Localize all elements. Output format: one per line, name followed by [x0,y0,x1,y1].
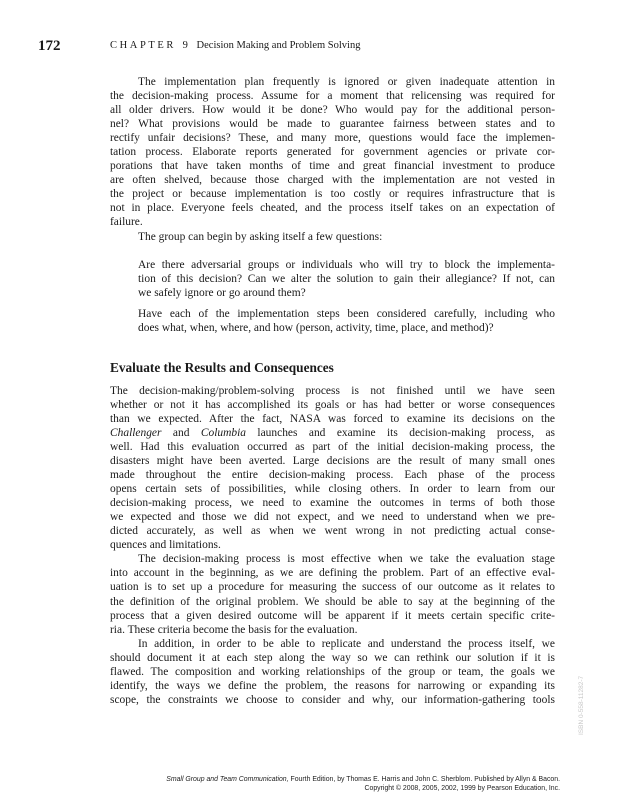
text-line: are often shelved, because those charged with the implementation are not vested in [110,174,555,187]
footer-publication-info: Fourth Edition, by Thomas E. Harris and John C. Sherblom. Published by Allyn & Bacon. [290,776,560,783]
italic-challenger: Challenger [110,426,162,439]
text-line: decision-making process, we need to examine the outcomes in terms of both those [110,497,555,510]
text-line: tion of this decision? Can we alter the solution to gain their allegiance? If not, can [138,272,555,285]
text-line: flawed. The composition and working relationships of the group or team, the goals we [110,665,555,678]
text-line: Are there adversarial groups or individuals who will try to block the implementa- [138,258,555,271]
text-line: made throughout the entire decision-making process. Each phase of the process [110,469,555,482]
text-line: nel? What provisions would be made to guarantee fairness between states and to [110,118,555,131]
text-line: we safely ignore or go around them? [138,286,306,299]
text-line: failure. [110,216,143,229]
running-header [38,38,578,60]
text-line: dicted accurately, as well as when we went wrong in not predicting actual conse- [110,525,555,538]
text-line: process that a given desired outcome will be apparent if it meets certain specific crite- [110,609,555,622]
text-line: we expected and those we did not expect, and we need to understand when we pre- [110,511,555,524]
question-adversarial [110,258,555,300]
paragraph-implementation [110,75,555,230]
text-line: the decision-making process. Assume for a moment that relicensing was required for [110,90,555,103]
footer-line-2: Copyright © 2008, 2005, 2002, 1999 by Pearson Education, Inc. [364,785,560,792]
paragraph-documentation [110,637,555,707]
chapter-heading [110,40,360,51]
text-line: identify, the ways we define the problem, the reasons for narrowing or expanding its [110,679,555,692]
copyright-footer [150,775,560,793]
text-line: whether or not it has accomplished its goals or has had better or worse consequences [110,398,555,411]
italic-columbia: Columbia [200,426,246,439]
text-line: does what, when, where, and how (person, activity, time, place, and method)? [138,321,494,334]
text-line: scope, the constraints we choose to consider and why, our information-gathering tools [110,693,555,706]
footer-line-1 [150,775,560,784]
question-implementation-steps [110,307,555,335]
text-line: ria. These criteria become the basis for the evaluation. [110,623,358,636]
text-line: quences and limitations. [110,539,221,552]
text-line: should document it at each step along the way so we can rethink our solution if it is [110,651,555,664]
text-line: the project or because implementation is too costly or requires infrastructure that is [110,188,555,201]
isbn-watermark: ISBN 0-558-11282-7 [578,675,585,735]
chapter-number: 9 [182,40,188,51]
text-line: into account in the beginning, as we are defining the problem. Part of an effective eval- [110,567,555,580]
chapter-label: CHAPTER [110,40,177,51]
text-line: uation is to set up a procedure for measuring the success of our outcome as it relates to [110,581,555,594]
text-fragment: and [172,426,190,439]
text-line: not in place. Everyone feels cheated, and the process itself takes on an expectation of [110,202,555,215]
text-line: the definition of the original problem. We should be able to say at the beginning of the [110,595,555,608]
text-line: disasters might have been averted. Large decisions are the result of many small ones [110,455,555,468]
text-line: than we expected. After the fact, NASA was forced to examine its decisions on the [110,412,555,425]
text-line: The implementation plan frequently is ignored or given inadequate attention in [138,76,555,88]
paragraph-evaluation [110,384,555,553]
paragraph-effectiveness [110,552,555,636]
body-text [110,75,555,707]
text-line: The decision-making/problem-solving process is not finished until we have seen [110,384,555,397]
text-line-with-italics [110,426,555,440]
section-heading: Evaluate the Results and Consequences [110,359,334,375]
text-fragment: launches and examine its decision-making process, as [257,426,556,439]
page-number: 172 [38,38,61,54]
text-line: porations that have taken months of time and great financial investment to produce [110,160,555,173]
text-line: opens certain sets of possibilities, while closing others. In order to learn from our [110,483,555,496]
text-line: Have each of the implementation steps been considered carefully, including who [138,307,555,320]
text-line: rectify unfair decisions? These, and many more, questions would face the implemen- [110,132,555,145]
text-line: The decision-making process is most effective when we take the evaluation stage [138,553,555,566]
chapter-title: Decision Making and Problem Solving [196,40,361,51]
paragraph-questions-intro: The group can begin by asking itself a few questions: [138,230,383,243]
text-line: well. Had this evaluation occurred as part of the initial decision-making process, the [110,440,555,453]
text-line: all older drivers. How would it be done? Who would pay for the additional person- [110,104,555,117]
text-line: tation process. Elaborate reports generated for government agencies or private cor- [110,146,555,159]
footer-book-title: Small Group and Team Communication, [166,776,289,783]
text-line: In addition, in order to be able to replicate and understand the process itself, we [138,637,555,650]
